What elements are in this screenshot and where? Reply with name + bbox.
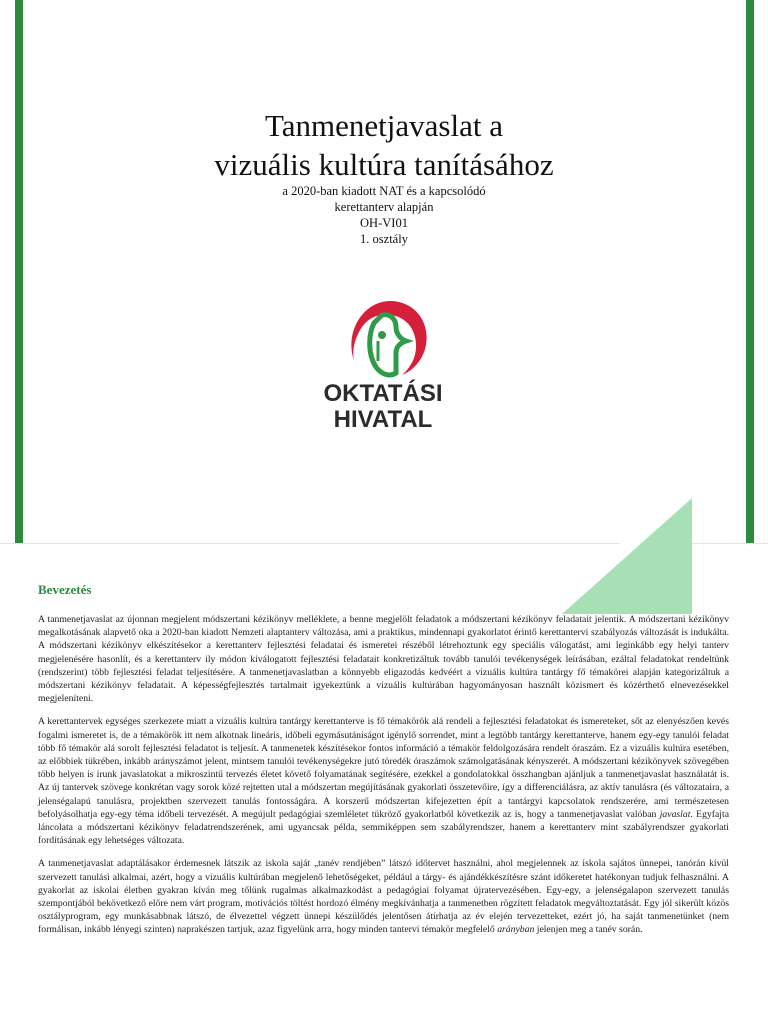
cover-subtitle <box>0 183 768 247</box>
introduction-body <box>38 613 729 947</box>
logo-red-swoosh-icon <box>351 301 426 375</box>
cover-subtitle-line-2: kerettanterv alapján <box>334 200 434 214</box>
cover-title-line-1: Tanmenetjavaslat a <box>265 108 503 143</box>
intro-paragraph-2-italic: javaslat <box>659 808 691 820</box>
logo-green-owl-icon <box>370 315 406 375</box>
decorative-green-triangle <box>562 498 692 614</box>
intro-paragraph-3-part-a: A tanmenetjavaslat adaptálásakor érdemesnek látszik az iskola saját „tanév rendjében” látszó időtervet használni, ahol megjelennek az iskola sajátos ünnepei, tanórán kívül szervezett tanulási alkalmai, azért, hogy a vizuális kultúrában megjelenő lehetőségeket, például a tárgy- és ajándékkészítésre szánt időkeretet hatékonyan tudjuk felhasználni. A gyakorlat az iskolai életben gyakran kíván meg tőlünk rugalmas alkalmazkodást a pedagógiai folyamat újratervezésében. Egy-egy, a jelenségalapon szervezett tanulás szempontjából bekövetkező előre nem várt program, motivációs töltést hordozó élmény megkívánhatja a tanmenetben rögzített feladatok megváltoztatását. Egy jól sikerült közös osztályprogram, egy munkásabbnak látszó, de élvezettel végzett ünnepi készülődés jelentősen átírhatja az év elején tervezetteket, ezért jó, ha saját tanmenetünket (nem formálisan, inkább lényegi szinten) naprakészen tartjuk, azaz figyelünk arra, hogy minden tantervi témakör megfelelő <box>38 858 729 936</box>
grade-label: 1. osztály <box>360 232 408 246</box>
logo-text-line-2: HIVATAL <box>333 406 433 433</box>
document-code: OH-VI01 <box>360 216 408 230</box>
section-heading-introduction: Bevezetés <box>38 582 92 597</box>
logo-owl-eye-icon <box>378 331 386 339</box>
intro-paragraph-2-part-b: . Egyfajta láncolata a módszertani kézikönyv feladatrendszerének, ami ugyancsak példa, semmiképpen sem szabályrendszer, hanem a kerettanterv mint szabályrendszer gyakorlati fordításának egy lehetséges változata. <box>38 808 729 847</box>
cover-left-green-bar <box>15 0 23 543</box>
intro-paragraph-3-part-b: jelenjen meg a tanév során. <box>534 924 643 936</box>
intro-paragraph-2 <box>38 715 729 847</box>
cover-title <box>0 106 768 184</box>
intro-paragraph-2-part-a: A kerettantervek egységes szerkezete miatt a vizuális kultúra tantárgy kerettanterve is fő témakörök alá rendeli a fejlesztési feladatokat és ismereteket, sőt az elenyészően kevés fogalmi ismeretet is, de a témakörök itt nem alkotnak lineáris, időbeli egymásutániságot igénylő sorrendet, mint a legtöbb tantárgy kerettanterve, hanem egy-egy tanulói feladat több fő témakör alá sorolt fejlesztési feladatot is teljesít. A tanmenetek készítésekor fontos információ a témakör feldolgozására rendelt óraszám. Ez a vizuális kultúra esetében, az előbbiek tükrében, inkább arányszámot jelent, mintsem tanulói tevékenységekre jutó töredék óraszámok számolgatásának kényszerét. A módszertani kézikönyvek szövegében több helyen is írunk javaslatokat a mikroszintű tervezés életet követő folyamatának segítésére, ezekkel a gondolatokkal összhangban ajánljuk a tanmenetjavaslat használatát is. Az új tantervek szövege konkrétan vagy sorok közé rejtetten utal a módszertan megújításának gyakorlati összetevőire, így a differenciálásra, az aktív tanulásra (és változataira, a jelenségalapú tanulásra, projektben szervezett tanulás fontosságára. A korszerű módszertan kifejezetten épít a tantárgyi kapcsolatok rendszerére, ami természetesen befolyásolhatja egy-egy téma időbeli tervezését. A megújult pedagógiai szemléletet tükröző gyakorlatból következik az is, hogy a tanmenetjavaslat valóban <box>38 716 729 820</box>
cover-right-green-bar <box>746 0 754 543</box>
cover-title-line-2: vizuális kultúra tanításához <box>214 147 554 182</box>
intro-paragraph-3 <box>38 857 729 936</box>
intro-paragraph-3-italic: arányban <box>497 924 535 936</box>
logo-text-line-1: OKTATÁSI <box>323 380 443 407</box>
oktatasi-hivatal-logo <box>316 283 450 433</box>
cover-subtitle-line-1: a 2020-ban kiadott NAT és a kapcsolódó <box>282 184 486 198</box>
intro-paragraph-1: A tanmenetjavaslat az újonnan megjelent módszertani kézikönyv melléklete, a benne megjelölt feladatok a módszertani kézikönyv feladatait jelentik. A módszertani kézikönyv megalkotásának alapvető oka a 2020-ban kiadott Nemzeti alaptanterv változása, ami a praktikus, mindennapi gyakorlatot érintő kerettantervi szabályozás változását is indukálta. A módszertani kézikönyv elkészítésekor a kerettanterv fejlesztési feladatai és ismeretei részéből létrehoztunk egy speciális válogatást, ami leginkább egy helyi tanterv megjelenésére hasonlít, és a kerettanterv ily módon kiválogatott fejlesztési feladatait konkretizáltuk tovább tanulói tevékenységek leírásában, ezáltal feladatokat rendeltünk (rendszerint) több fejlesztési feladat teljesítésére. A tanmenetjavaslatban a könnyebb eligazodás kedvéért a vizuális kultúra tantárgy fő témakörei alapján kategorizáltuk a módszertani kézikönyv feladatait. A képességfejlesztés tartalmait igyekeztünk a vizuális kultúrában hagyományosan használt közismert és közérthető elnevezésekkel megjeleníteni. <box>38 614 729 705</box>
